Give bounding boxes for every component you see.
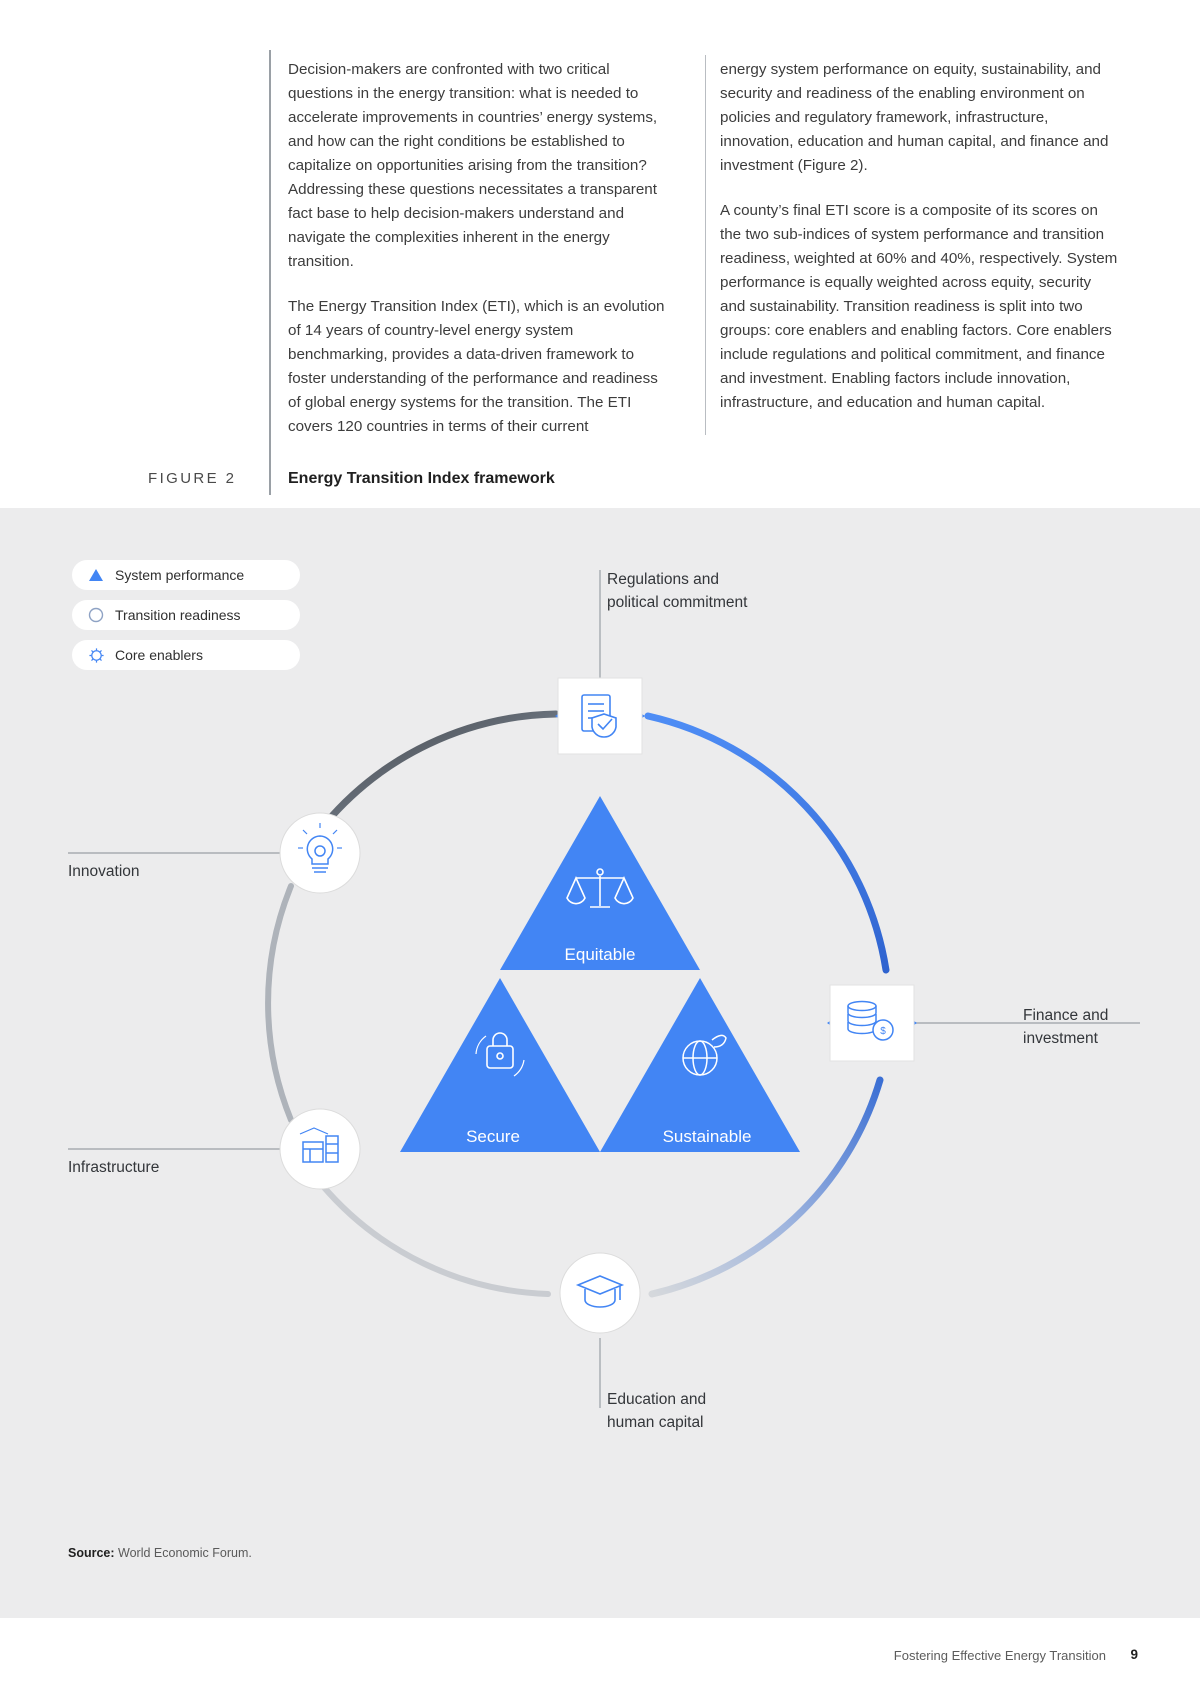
svg-text:$: $ [880,1026,886,1037]
ring-arc-dark [325,714,556,824]
label-regulations [607,568,837,614]
triangle-secure [400,978,600,1152]
legend-label: Core enablers [115,647,203,663]
eti-framework-diagram [0,508,1200,1618]
page-top-text-area [0,0,1200,508]
paragraph-3: energy system performance on equity, sustainability, and security and readiness of the enabling environment on policies and regulatory framework, infrastructure, innovation, education and human capital, and finance and investment (Figure 2). [720,61,1109,174]
node-infrastructure [280,1109,360,1189]
label-regulations-line1: Regulations and [607,571,720,588]
label-sustainable: Sustainable [662,1127,752,1146]
figure-number: FIGURE 2 [148,470,237,487]
figure-panel [0,508,1200,1618]
paragraph-2: The Energy Transition Index (ETI), which is an evolution of 14 years of country-level energy system benchmarking, provides a data-driven framework to foster understanding of the performance and readiness of global energy systems for the transition. The ETI covers 120 countries in terms of their current [288,298,665,435]
label-education-line2: human capital [607,1414,704,1431]
body-text-left-column [288,58,674,460]
body-text-right-column [720,58,1120,436]
label-innovation: Innovation [68,863,140,880]
paragraph-1: Decision-makers are confronted with two critical questions in the energy transition: what is needed to accelerate improvements in countries’ energy systems, and how can the right conditions be established to capitalize on opportunities arising from the transition? Addressing these questions necessitates a transparent fact base to help decision-makers understand and navigate the complexities inherent in the energy transition. [288,61,658,270]
label-infrastructure: Infrastructure [68,1159,160,1176]
label-education-line1: Education and [607,1391,707,1408]
label-finance [1023,1004,1183,1050]
page-footer [0,1618,1200,1698]
column-divider-rule [705,55,706,435]
ring-arc-blue-upper [648,716,886,970]
paragraph-4: A county’s final ETI score is a composite of its scores on the two sub-indices of system performance and transition readiness, weighted at 60% and 40%, respectively. System performance is equally weighted across equity, security and sustainability. Transition readiness is split into two groups: core enablers and enabling factors. Core enablers include regulations and political commitment, and finance and investment. Enabling factors include innovation, infrastructure, and education and human capital. [720,202,1118,411]
triangle-sustainable [600,978,800,1152]
label-secure: Secure [466,1127,520,1146]
node-regulations [555,678,645,754]
label-regulations-line2: political commitment [607,594,748,611]
core-triangle-group [400,796,800,1152]
label-equitable: Equitable [564,945,636,964]
node-education [560,1253,640,1333]
ring-arc-grey [268,886,291,1120]
figure-vertical-rule [269,50,271,495]
source-prefix: Source: [68,1546,115,1560]
footer-document-title: Fostering Effective Energy Transition [893,1648,1106,1663]
ring-arc-light [322,1185,548,1294]
figure-source [68,1546,252,1560]
footer-page-number: 9 [1130,1647,1138,1662]
label-finance-line1: Finance and [1023,1007,1109,1024]
legend-label: System performance [115,567,245,583]
node-innovation [280,813,360,893]
legend-label: Transition readiness [115,607,241,623]
figure-title: Energy Transition Index framework [288,470,555,487]
figure-caption-row [148,468,1048,496]
source-text: World Economic Forum. [118,1546,252,1560]
label-finance-line2: investment [1023,1030,1098,1047]
label-education [607,1388,807,1434]
node-finance [827,985,917,1061]
